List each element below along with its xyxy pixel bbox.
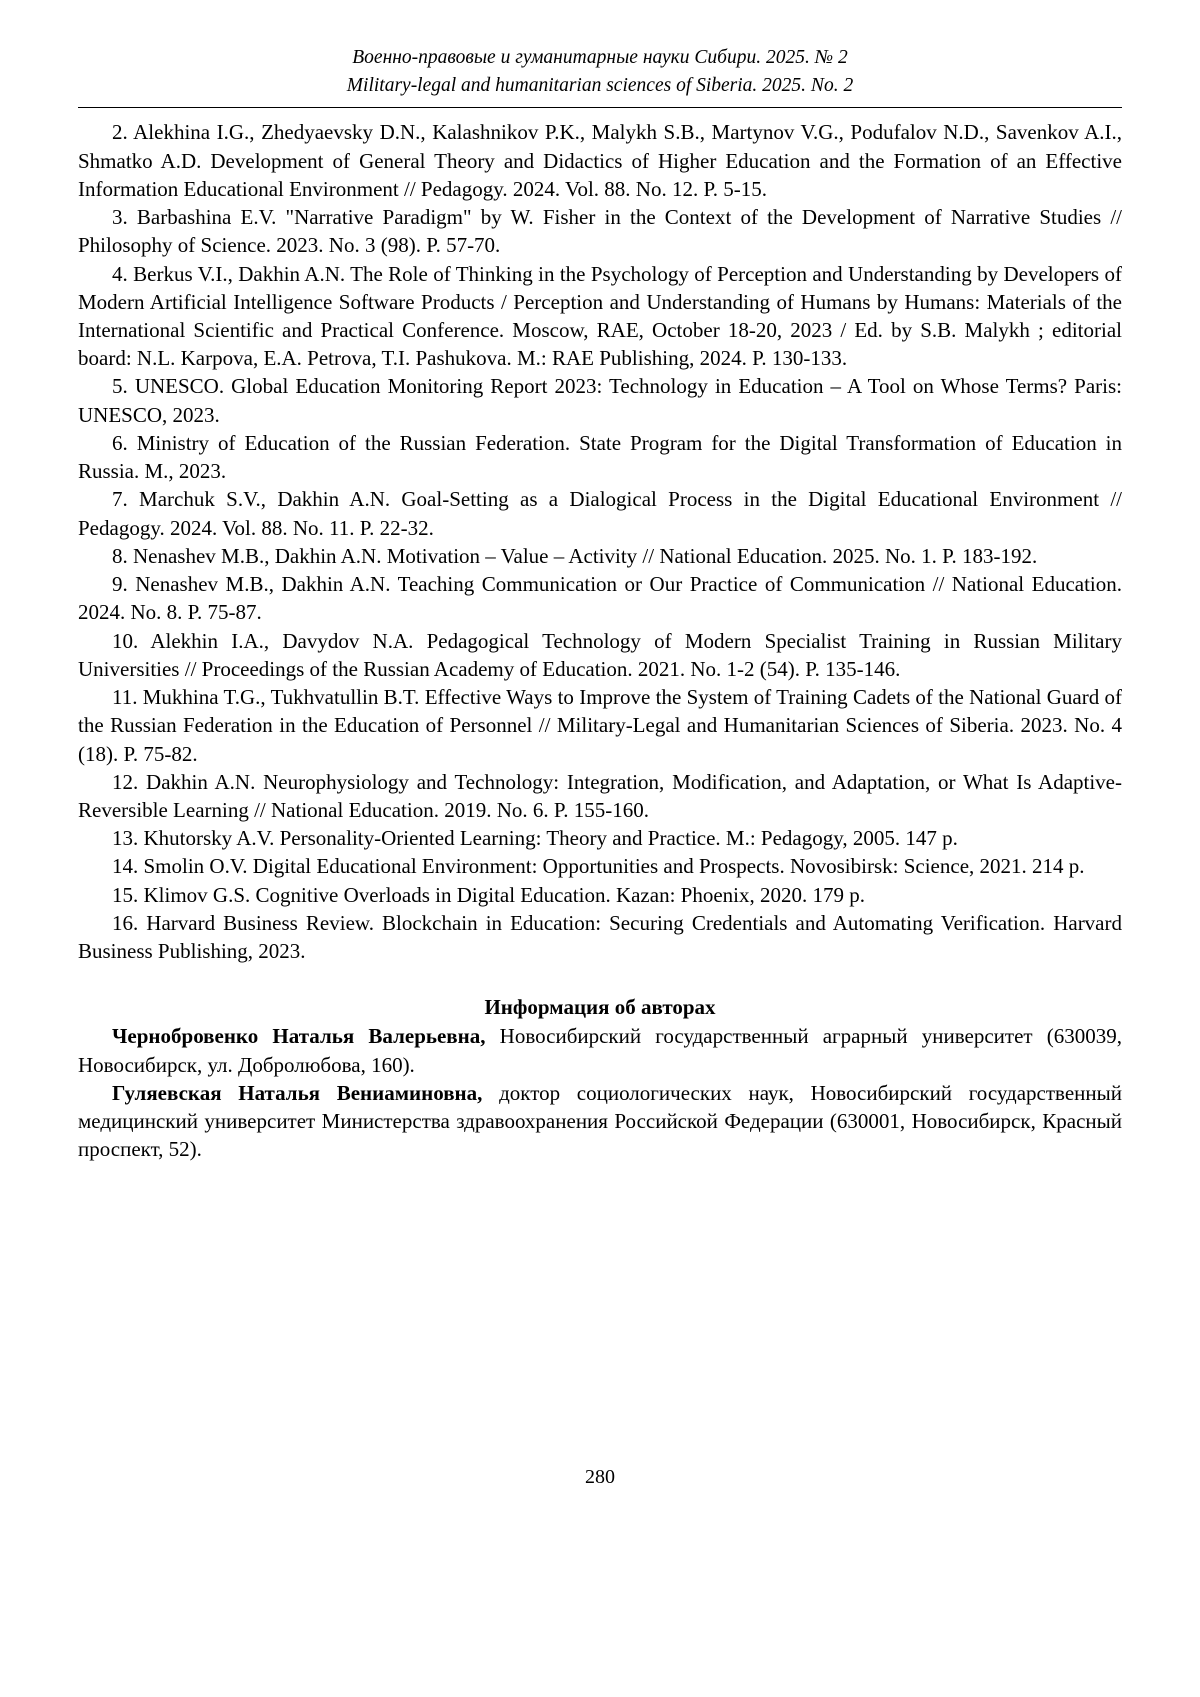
reference-item: 13. Khutorsky A.V. Personality-Oriented Learning: Theory and Practice. M.: Pedagogy, 2005. 147 p. xyxy=(112,826,958,851)
running-head-line-ru: Военно-правовые и гуманитарные науки Сибири. 2025. № 2 xyxy=(352,47,848,68)
reference-item: 7. Marchuk S.V., Dakhin A.N. Goal-Setting as a Dialogical Process in the Digital Educational Environment // Pedagogy. 2024. Vol. 88. No. 11. P. 22-32. xyxy=(78,487,1122,540)
reference-item: 3. Barbashina E.V. "Narrative Paradigm" by W. Fisher in the Context of the Development of Narrative Studies // Philosophy of Science. 2023. No. 3 (98). P. 57-70. xyxy=(78,205,1122,258)
author-affiliation: Новосибирский государственный аграрный университет (630039, Новосибирск, ул. Добролюбова, 160). xyxy=(78,1024,1122,1077)
reference-item: 8. Nenashev M.B., Dakhin A.N. Motivation – Value – Activity // National Education. 2025. No. 1. P. 183-192. xyxy=(112,543,1038,568)
reference-item: 12. Dakhin A.N. Neurophysiology and Technology: Integration, Modification, and Adaptation, or What Is Adaptive-Reversible Learning // National Education. 2019. No. 6. P. 155-160. xyxy=(78,769,1122,822)
author-name: Чернобровенко Наталья Валерьевна, xyxy=(112,1024,486,1049)
reference-item: 16. Harvard Business Review. Blockchain in Education: Securing Credentials and Automating Verification. Harvard Business Publishing, 2023. xyxy=(78,910,1122,964)
reference-item: 2. Alekhina I.G., Zhedyaevsky D.N., Kalashnikov P.K., Malykh S.B., Martynov V.G., Podufalov N.D., Savenkov A.I., Shmatko A.D. Development of General Theory and Didactics of Higher Education and the Formation of an Effective Information Educational Environment // Pedagogy. 2024. Vol. 88. No. 12. P. 5-15. xyxy=(78,120,1122,201)
authors-information xyxy=(78,1022,1122,1163)
running-head xyxy=(78,44,1122,99)
author-affiliation: доктор социологических наук, Новосибирский государственный медицинский университет Министерства здравоохранения Российской Федерации (630001, Новосибирск, Красный проспект, 52). xyxy=(78,1080,1122,1162)
reference-item: 11. Mukhina T.G., Tukhvatullin B.T. Effective Ways to Improve the System of Training Cadets of the National Guard of the Russian Federation in the Education of Personnel // Military-Legal and Humanitarian Sciences of Siberia. 2023. No. 4 (18). P. 75-82. xyxy=(78,685,1122,766)
reference-item: 14. Smolin O.V. Digital Educational Environment: Opportunities and Prospects. Novosibirsk: Science, 2021. 214 p. xyxy=(112,854,1085,879)
reference-list xyxy=(78,118,1122,965)
reference-item: 9. Nenashev M.B., Dakhin A.N. Teaching Communication or Our Practice of Communication // National Education. 2024. No. 8. P. 75-87. xyxy=(78,572,1122,625)
reference-item: 4. Berkus V.I., Dakhin A.N. The Role of Thinking in the Psychology of Perception and Understanding by Developers of Modern Artificial Intelligence Software Products / Perception and Understanding of Humans by Humans: Materials of the International Scientific and Practical Conference. Moscow, RAE, October 18-20, 2023 / Ed. by S.B. Malykh ; editorial board: N.L. Karpova, E.A. Petrova, T.I. Pashukova. M.: RAE Publishing, 2024. P. 130-133. xyxy=(78,261,1122,371)
page-number: 280 xyxy=(585,1466,615,1488)
running-head-line-en: Military-legal and humanitarian sciences of Siberia. 2025. No. 2 xyxy=(346,74,854,96)
authors-section-title: Информация об авторах xyxy=(484,995,716,1020)
reference-item: 10. Alekhin I.A., Davydov N.A. Pedagogical Technology of Modern Specialist Training in Russian Military Universities // Proceedings of the Russian Academy of Education. 2021. No. 1-2 (54). P. 135-146. xyxy=(78,628,1122,681)
author-entry xyxy=(78,1079,1122,1164)
reference-item: 15. Klimov G.S. Cognitive Overloads in Digital Education. Kazan: Phoenix, 2020. 179 p. xyxy=(112,882,865,907)
header-divider xyxy=(78,107,1122,108)
author-entry xyxy=(78,1022,1122,1078)
reference-item: 5. UNESCO. Global Education Monitoring Report 2023: Technology in Education – A Tool on Whose Terms? Paris: UNESCO, 2023. xyxy=(78,374,1122,427)
author-name: Гуляевская Наталья Вениаминовна, xyxy=(112,1080,483,1105)
reference-item: 6. Ministry of Education of the Russian Federation. State Program for the Digital Transformation of Education in Russia. M., 2023. xyxy=(78,430,1122,484)
